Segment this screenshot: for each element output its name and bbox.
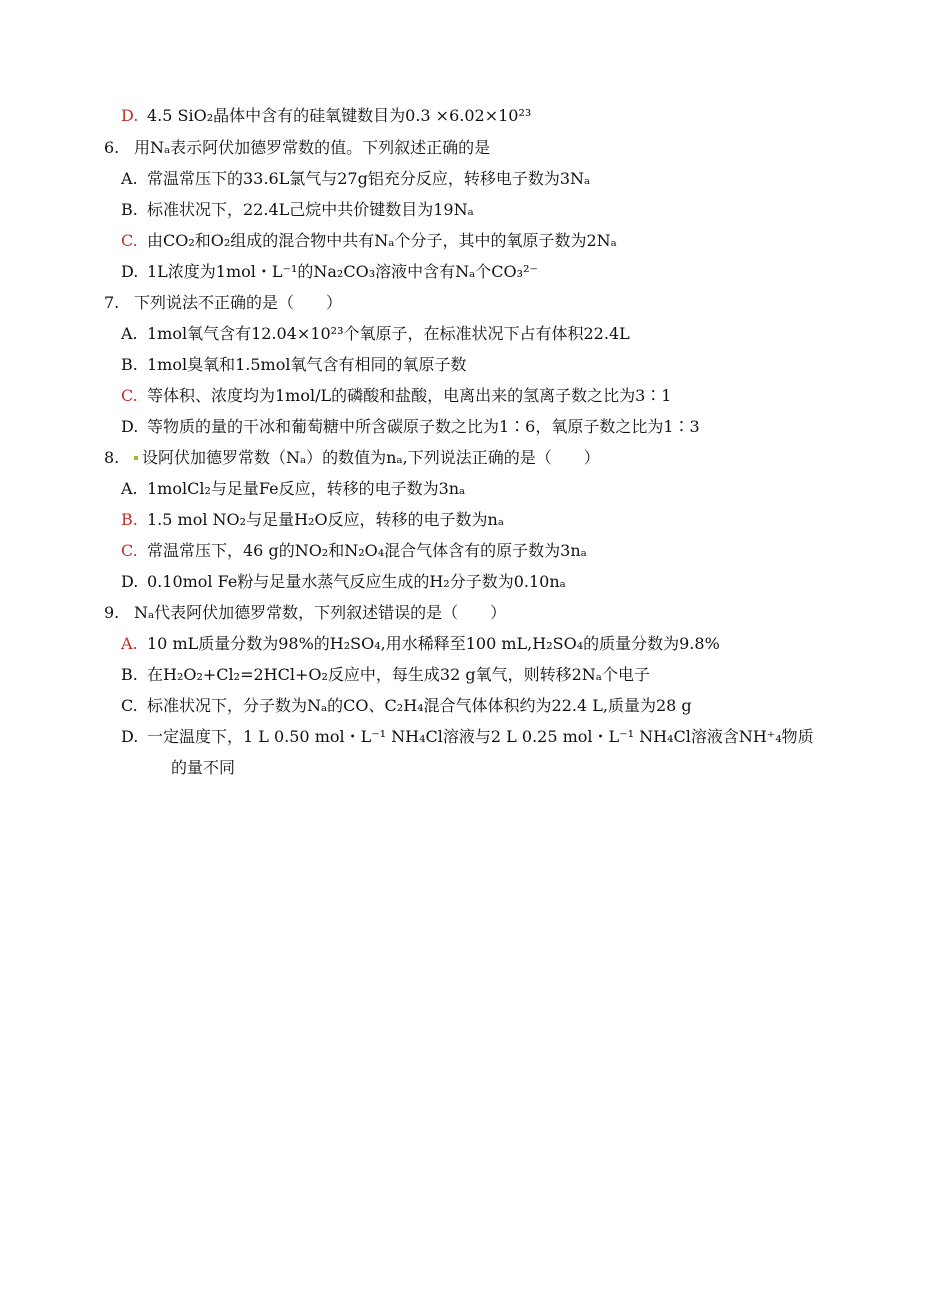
option-text: 1mol氧气含有12.04×10²³个氧原子，在标准状况下占有体积22.4L (147, 324, 630, 343)
q6-option-d (121, 261, 538, 283)
option-label: A. (121, 324, 138, 343)
option-label: A. (121, 479, 138, 498)
q9-option-a (121, 633, 720, 655)
option-label: A. (121, 169, 138, 188)
q7-option-b (121, 354, 466, 376)
q9-option-d-continuation (171, 757, 235, 779)
option-label: D. (121, 106, 139, 125)
question-7-stem (104, 292, 342, 314)
q9-option-b (121, 664, 650, 686)
option-text: 1.5 mol NO₂与足量H₂O反应，转移的电子数为nₐ (147, 510, 505, 529)
question-8-stem (104, 447, 600, 469)
option-label: B. (121, 200, 138, 219)
option-text: 标准状况下，22.4L己烷中共价键数目为19Nₐ (147, 200, 474, 219)
q7-option-a (121, 323, 630, 345)
option-text: 1molCl₂与足量Fe反应，转移的电子数为3nₐ (147, 479, 466, 498)
question-text: 设阿伏加德罗常数（Nₐ）的数值为nₐ,下列说法正确的是（ ） (142, 448, 600, 467)
question-6-stem (104, 137, 490, 159)
q9-option-c (121, 695, 692, 717)
option-label: B. (121, 665, 138, 684)
option-label: B. (121, 510, 138, 529)
question-text: Nₐ代表阿伏加德罗常数，下列叙述错误的是（ ） (134, 603, 507, 622)
option-text: 4.5 SiO₂晶体中含有的硅氧键数目为0.3 ×6.02×10²³ (147, 106, 532, 125)
q7-option-d (121, 416, 700, 438)
q5-option-d (121, 105, 531, 127)
question-text: 下列说法不正确的是（ ） (134, 293, 343, 312)
q8-option-b (121, 509, 504, 531)
option-label: C. (121, 541, 138, 560)
q6-option-b (121, 199, 474, 221)
question-number: 6. (104, 138, 120, 157)
q8-option-d (121, 571, 566, 593)
option-text: 常温常压下，46 g的NO₂和N₂O₄混合气体含有的原子数为3nₐ (147, 541, 587, 560)
question-number: 8. (104, 448, 120, 467)
option-text: 1L浓度为1mol・L⁻¹的Na₂CO₃溶液中含有Nₐ个CO₃²⁻ (147, 262, 538, 281)
q6-option-a (121, 168, 590, 190)
option-label: A. (121, 634, 138, 653)
option-text-continued: 的量不同 (171, 758, 236, 777)
q6-option-c (121, 230, 617, 252)
question-9-stem (104, 602, 506, 624)
option-label: B. (121, 355, 138, 374)
q9-option-d (121, 726, 814, 748)
option-label: C. (121, 386, 138, 405)
q7-option-c (121, 385, 671, 407)
option-text: 在H₂O₂+Cl₂=2HCl+O₂反应中，每生成32 g氧气，则转移2Nₐ个电子 (147, 665, 650, 684)
option-label: D. (121, 262, 139, 281)
option-text: 标准状况下，分子数为Nₐ的CO、C₂H₄混合气体体积约为22.4 L,质量为28 g (147, 696, 692, 715)
option-label: C. (121, 231, 138, 250)
option-text: 一定温度下，1 L 0.50 mol・L⁻¹ NH₄Cl溶液与2 L 0.25 mol・L⁻¹ NH₄Cl溶液含NH⁺₄物质 (147, 727, 814, 746)
question-number: 7. (104, 293, 120, 312)
option-text: 0.10mol Fe粉与足量水蒸气反应生成的H₂分子数为0.10nₐ (147, 572, 566, 591)
option-label: C. (121, 696, 138, 715)
option-text: 等体积、浓度均为1mol/L的磷酸和盐酸，电离出来的氢离子数之比为3∶1 (147, 386, 672, 405)
option-text: 由CO₂和O₂组成的混合物中共有Nₐ个分子，其中的氧原子数为2Nₐ (147, 231, 617, 250)
option-text: 1mol臭氧和1.5mol氧气含有相同的氧原子数 (147, 355, 467, 374)
option-label: D. (121, 572, 139, 591)
q8-option-a (121, 478, 465, 500)
q8-option-c (121, 540, 587, 562)
option-label: D. (121, 417, 139, 436)
question-text: 用Nₐ表示阿伏加德罗常数的值。下列叙述正确的是 (134, 138, 491, 157)
option-text: 等物质的量的干冰和葡萄糖中所含碳原子数之比为1∶6，氧原子数之比为1∶3 (147, 417, 700, 436)
marker-dot (134, 456, 138, 460)
question-number: 9. (104, 603, 120, 622)
option-label: D. (121, 727, 139, 746)
option-text: 10 mL质量分数为98%的H₂SO₄,用水稀释至100 mL,H₂SO₄的质量分数为9.8% (147, 634, 720, 653)
option-text: 常温常压下的33.6L氯气与27g铝充分反应，转移电子数为3Nₐ (147, 169, 591, 188)
